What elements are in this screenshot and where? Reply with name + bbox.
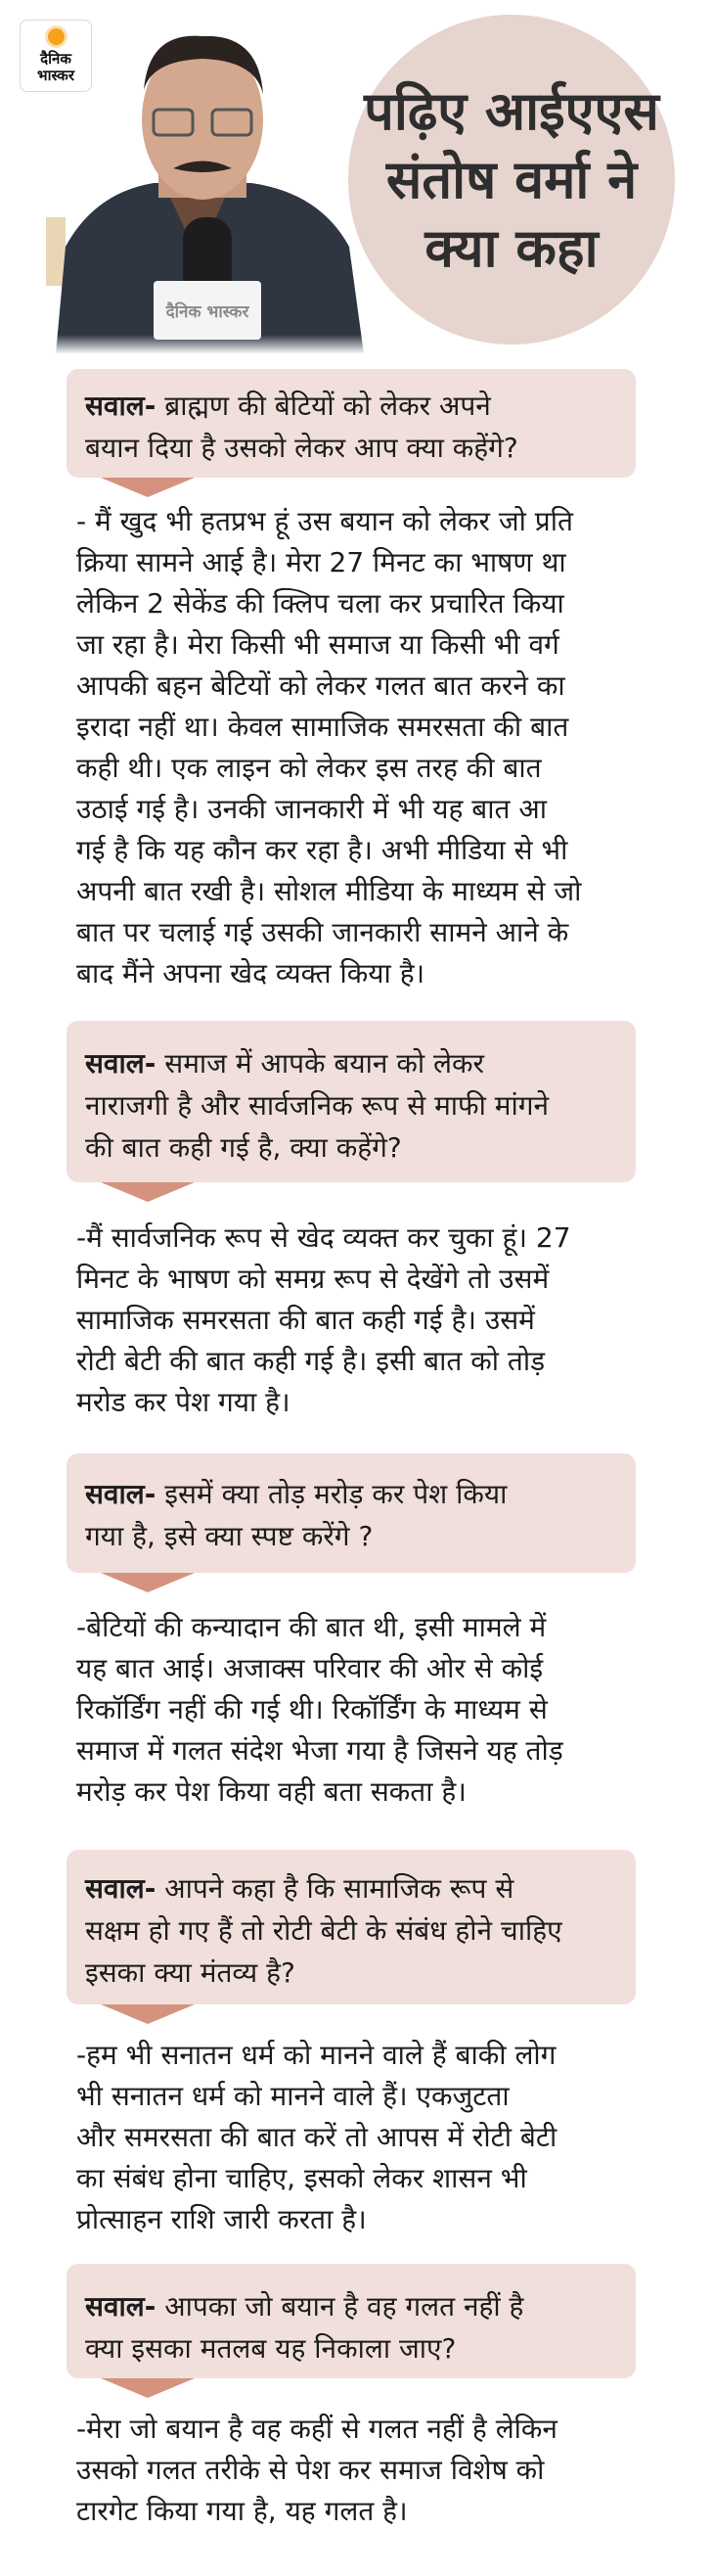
answer-line — [76, 2035, 557, 2076]
answer-line-text: - मैं खुद भी हतप्रभ हूं उस बयान को लेकर जो प्रति — [76, 505, 573, 537]
answer-line-text: बाद मैंने अपना खेद व्यक्त किया है। — [76, 957, 425, 989]
answer-line — [76, 871, 581, 912]
answer-line-text: समाज में गलत संदेश भेजा गया है जिसने यह तोड़ — [76, 1734, 563, 1767]
answer-line-text: मरोड कर पेश गया है। — [76, 1386, 290, 1418]
answer-line-text: का संबंध होना चाहिए, इसको लेकर शासन भी — [76, 2162, 527, 2194]
question-line-text: की बात कही गई है, क्या कहेंगे? — [85, 1131, 402, 1164]
answer-line — [76, 666, 581, 707]
answer-line-text: उठाई गई है। उनकी जानकारी में भी यह बात आ — [76, 793, 547, 825]
question-line-text: इसमें क्या तोड़ मरोड़ कर पेश किया — [156, 1478, 508, 1510]
headline-line-2: संतोष वर्मा ने — [385, 148, 638, 210]
answer-line — [76, 583, 581, 624]
answer-line — [76, 1382, 571, 1423]
answer-line — [76, 789, 581, 830]
question-line — [85, 1952, 562, 1994]
answer-line-text: रोटी बेटी की बात कही गई है। इसी बात को तोड़ — [76, 1345, 546, 1377]
answer-line — [76, 1218, 571, 1259]
question-text — [85, 2285, 523, 2369]
question-label: सवाल- — [85, 1872, 156, 1905]
question-label: सवाल- — [85, 1047, 156, 1080]
speech-pointer — [101, 478, 195, 497]
answer-line-text: टारगेट किया गया है, यह गलत है। — [76, 2495, 408, 2527]
speech-pointer — [101, 2004, 195, 2024]
answer-text — [76, 2035, 557, 2240]
answer-line — [76, 2491, 558, 2532]
answer-line — [76, 1689, 563, 1730]
question-line — [85, 385, 518, 427]
answer-line — [76, 830, 581, 871]
question-line-text: आपका जो बयान है वह गलत नहीं है — [156, 2290, 524, 2323]
question-line — [85, 1127, 549, 1169]
question-text — [85, 1473, 507, 1557]
answer-line-text: -मेरा जो बयान है वह कहीं से गलत नहीं है लेकिन — [76, 2413, 558, 2445]
answer-line — [76, 1607, 563, 1648]
answer-line — [76, 707, 581, 748]
answer-line-text: लेकिन 2 सेकेंड की क्लिप चला कर प्रचारित किया — [76, 587, 564, 620]
answer-line — [76, 2409, 558, 2450]
question-line-text: समाज में आपके बयान को लेकर — [156, 1047, 484, 1080]
question-line — [85, 1042, 549, 1084]
headline-circle — [348, 15, 675, 345]
answer-line-text: -हम भी सनातन धर्म को मानने वाले हैं बाकी लोग — [76, 2039, 557, 2071]
answer-text — [76, 501, 581, 994]
question-line-text: इसका क्या मंतव्य है? — [85, 1956, 295, 1989]
question-line — [85, 1909, 562, 1952]
question-text — [85, 385, 518, 469]
answer-line-text: मिनट के भाषण को समग्र रूप से देखेंगे तो उसमें — [76, 1263, 550, 1295]
headline-line-1: पढ़िए आईएएस — [364, 79, 659, 142]
answer-line-text: गई है कि यह कौन कर रहा है। अभी मीडिया से भी — [76, 834, 568, 866]
answer-line-text: बात पर चलाई गई उसकी जानकारी सामने आने के — [76, 916, 569, 948]
answer-line — [76, 2158, 557, 2199]
answer-line-text: और समरसता की बात करें तो आपस में रोटी बेटी — [76, 2121, 558, 2153]
answer-line — [76, 2117, 557, 2158]
answer-text — [76, 2409, 558, 2532]
logo-line-1: दैनिक — [40, 49, 71, 68]
answer-line-text: अपनी बात रखी है। सोशल मीडिया के माध्यम से जो — [76, 875, 582, 907]
question-label: सवाल- — [85, 2290, 156, 2323]
answer-line — [76, 748, 581, 789]
answer-line-text: -मैं सार्वजनिक रूप से खेद व्यक्त कर चुका हूं। 27 — [76, 1221, 571, 1254]
answer-line-text: मरोड़ कर पेश किया वही बता सकता है। — [76, 1775, 467, 1808]
speech-pointer — [101, 2378, 195, 2398]
answer-line-text: उसको गलत तरीके से पेश कर समाज विशेष को — [76, 2454, 545, 2486]
question-line — [85, 2285, 523, 2327]
answer-line-text: आपकी बहन बेटियों को लेकर गलत बात करने का — [76, 669, 565, 702]
answer-line-text: भी सनातन धर्म को मानने वाले हैं। एकजुटता — [76, 2080, 510, 2112]
question-line-text: ब्राह्मण की बेटियों को लेकर अपने — [156, 390, 491, 422]
headline-line-3: क्या कहा — [424, 216, 599, 279]
answer-line-text: यह बात आई। अजाक्स परिवार की ओर से कोई — [76, 1652, 544, 1684]
answer-line-text: -बेटियों की कन्यादान की बात थी, इसी मामले में — [76, 1611, 547, 1643]
answer-line — [76, 1771, 563, 1813]
answer-line-text: कही थी। एक लाइन को लेकर इस तरह की बात — [76, 752, 542, 784]
question-label: सवाल- — [85, 1478, 156, 1510]
dainik-bhaskar-logo — [20, 20, 92, 92]
question-line — [85, 1867, 562, 1909]
speech-pointer — [101, 1573, 195, 1592]
question-label: सवाल- — [85, 390, 156, 422]
question-text — [85, 1867, 562, 1994]
question-line-text: क्या इसका मतलब यह निकाला जाए? — [85, 2332, 457, 2365]
question-line-text: गया है, इसे क्या स्पष्ट करेंगे ? — [85, 1520, 374, 1552]
answer-line — [76, 624, 581, 666]
speech-pointer — [101, 1182, 195, 1202]
question-line — [85, 1084, 549, 1127]
answer-text — [76, 1607, 563, 1813]
question-line — [85, 1473, 507, 1515]
question-line — [85, 1515, 507, 1557]
question-line-text: नाराजगी है और सार्वजनिक रूप से माफी मांगने — [85, 1089, 550, 1122]
question-line — [85, 2327, 523, 2369]
answer-line — [76, 912, 581, 953]
answer-line — [76, 1259, 571, 1300]
answer-line — [76, 542, 581, 583]
question-line — [85, 427, 518, 469]
answer-line-text: जा रहा है। मेरा किसी भी समाज या किसी भी वर्ग — [76, 628, 559, 661]
answer-line — [76, 1648, 563, 1689]
answer-text — [76, 1218, 571, 1423]
sun-icon — [48, 28, 65, 45]
answer-line-text: क्रिया सामने आई है। मेरा 27 मिनट का भाषण था — [76, 546, 566, 578]
answer-line — [76, 2199, 557, 2240]
answer-line-text: इरादा नहीं था। केवल सामाजिक समरसता की बात — [76, 711, 569, 743]
question-line-text: आपने कहा है कि सामाजिक रूप से — [156, 1872, 514, 1905]
answer-line — [76, 1341, 571, 1382]
answer-line — [76, 953, 581, 994]
answer-line — [76, 501, 581, 542]
answer-line-text: प्रोत्साहन राशि जारी करता है। — [76, 2203, 367, 2235]
answer-line-text: सामाजिक समरसता की बात कही गई है। उसमें — [76, 1304, 535, 1336]
question-line-text: सक्षम हो गए हैं तो रोटी बेटी के संबंध होने चाहिए — [85, 1914, 562, 1947]
answer-line — [76, 2450, 558, 2491]
answer-line — [76, 1300, 571, 1341]
logo-line-2: भास्कर — [37, 66, 74, 84]
answer-line — [76, 2076, 557, 2117]
question-line-text: बयान दिया है उसको लेकर आप क्या कहेंगे? — [85, 432, 518, 464]
question-text — [85, 1042, 549, 1169]
answer-line — [76, 1730, 563, 1771]
answer-line-text: रिकॉर्डिंग नहीं की गई थी। रिकॉर्डिंग के माध्यम से — [76, 1693, 548, 1725]
mic-label: दैनिक भास्कर — [165, 302, 249, 322]
